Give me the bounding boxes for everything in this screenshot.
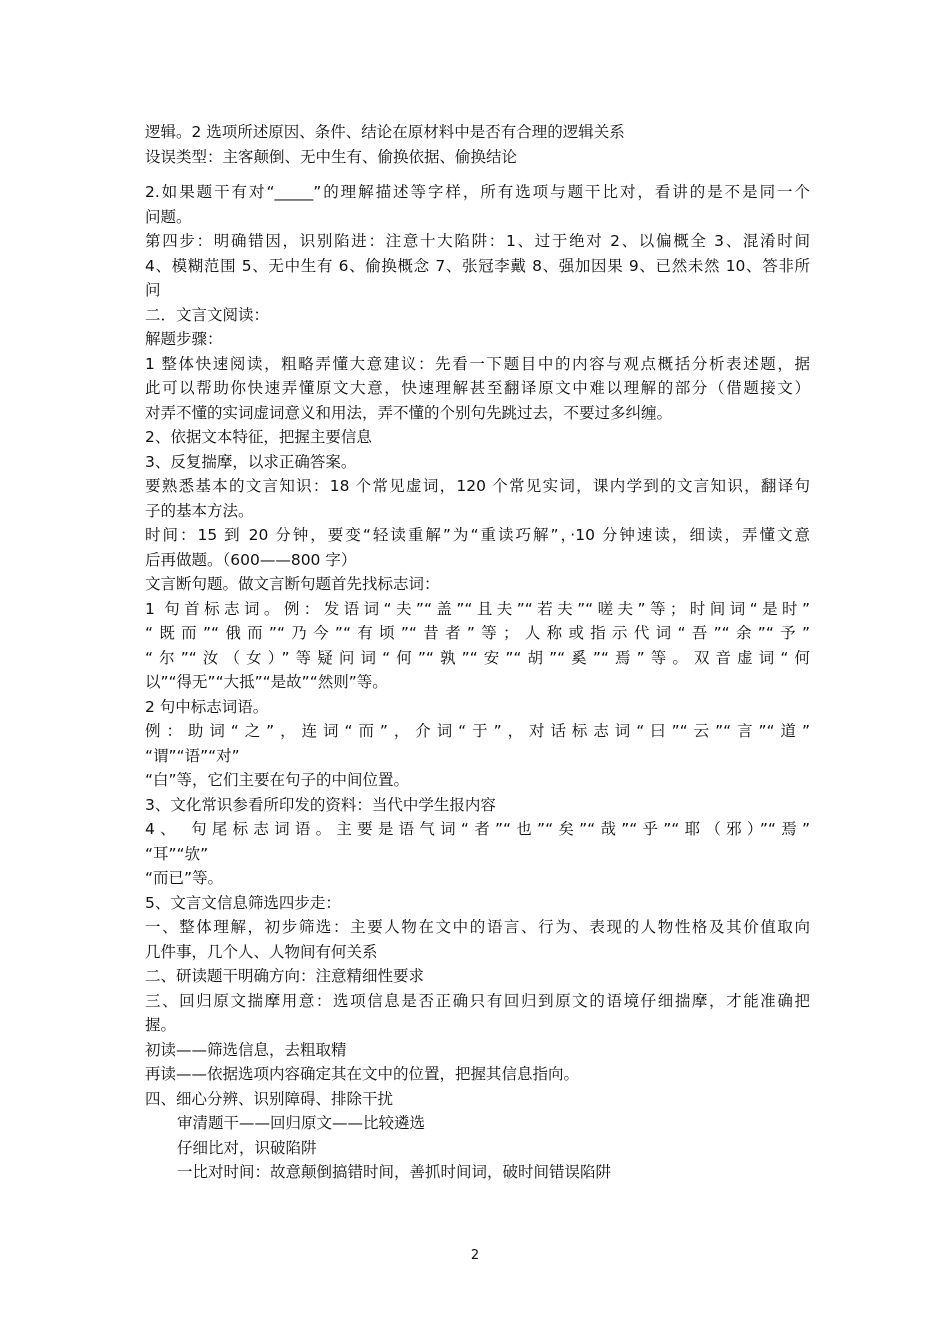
text-line: 4、 句尾标志词语。主要是语气词“者”“也”“矣”“哉”“乎”“耶（邪）”“焉” xyxy=(145,820,810,838)
text-line: 1 句首标志词。例：发语词“夫”“盖”“且夫”“若夫”“嗟夫”等；时间词“是时” xyxy=(145,599,810,618)
text-line: “白”等，它们主要在句子的中间位置。 xyxy=(145,771,410,789)
text-line: 问题。 xyxy=(145,207,192,226)
text-line: 文言断句题。做文言断句题首先找标志词： xyxy=(145,575,440,593)
text-line: “耳”“欤” xyxy=(145,844,209,863)
text-line: 4、模糊范围 5、无中生有 6、偷换概念 7、张冠李戴 8、强加因果 9、已然未然 10、答非所 xyxy=(145,256,810,275)
text-line: 逻辑。2 选项所述原因、条件、结论在原材料中是否有合理的逻辑关系 xyxy=(145,123,625,141)
text-line: 几件事，几个人、人物间有何关系 xyxy=(145,942,378,961)
blank-line xyxy=(145,169,810,180)
text-line: “谓”“语”“对” xyxy=(145,746,240,765)
text-line: 子的基本方法。 xyxy=(145,501,254,520)
text-line: 解题步骤： xyxy=(145,330,223,348)
text-line: 问 xyxy=(145,281,161,299)
text-line: 再读——依据选项内容确定其在文中的位置，把握其信息指向。 xyxy=(145,1065,580,1083)
text-line: 1 整体快速阅读，粗略弄懂大意建议：先看一下题目中的内容与观点概括分析表述题，据 xyxy=(145,354,810,373)
text-line: 此可以帮助你快速弄懂原文大意，快速理解甚至翻译原文中难以理解的部分（借题接文） xyxy=(145,379,810,397)
text-line: 后再做题。（600——800 字） xyxy=(145,550,357,569)
text-line: 握。 xyxy=(145,1016,177,1034)
text-line: 二、研读题干明确方向：注意精细性要求 xyxy=(145,967,425,985)
text-line: 5、文言文信息筛选四步走： xyxy=(145,893,341,912)
text-line: 例：助词“之”，连词“而”，介词“于”，对话标志词“曰”“云”“言”“道” xyxy=(145,722,810,740)
body-text xyxy=(145,120,810,1185)
text-line: 仔细比对，识破陷阱 xyxy=(177,1138,317,1157)
text-line: “尔”“汝（女）”等疑问词“何”“孰”“安”“胡”“奚”“焉”等。双音虚词“何 xyxy=(145,648,810,667)
text-line: 初读——筛选信息，去粗取精 xyxy=(145,1040,347,1059)
text-line: 2 句中标志词语。 xyxy=(145,697,269,716)
text-line: 三、回归原文揣摩用意：选项信息是否正确只有回归到原文的语境仔细揣摩，才能准确把 xyxy=(145,991,810,1010)
text-line: 时间：15 到 20 分钟，要变“轻读重解”为“重读巧解”，·10 分钟速读，细读，弄懂文意 xyxy=(145,526,810,544)
text-line: 以”“得无”“大抵”“是故”“然则”等。 xyxy=(145,673,388,691)
text-line: 一比对时间：故意颠倒搞错时间，善抓时间词，破时间错误陷阱 xyxy=(177,1163,612,1181)
page-number: 2 xyxy=(470,1248,480,1263)
text-line: 2、依据文本特征，把握主要信息 xyxy=(145,428,372,446)
text-line: 要熟悉基本的文言知识：18 个常见虚词，120 个常见实词，课内学到的文言知识，翻译句 xyxy=(145,477,810,495)
text-line: 3、反复揣摩，以求正确答案。 xyxy=(145,452,357,471)
text-line: 对弄不懂的实词虚词意义和用法，弄不懂的个别句先跳过去，不要过多纠缠。 xyxy=(145,403,673,422)
text-line: 设误类型：主客颠倒、无中生有、偷换依据、偷换结论 xyxy=(145,147,518,166)
text-line: 审清题干——回归原文——比较遴选 xyxy=(177,1114,426,1132)
text-line: “既而”“俄而”“乃今”“有顷”“昔者”等；人称或指示代词“吾”“余”“予” xyxy=(145,624,810,642)
text-line: 2.如果题干有对“_____”的理解描述等字样，所有选项与题干比对，看讲的是不是同一个 xyxy=(145,183,810,201)
text-line: 3、文化常识参看所印发的资料：当代中学生报内容 xyxy=(145,795,496,814)
text-line: 一、整体理解，初步筛选：主要人物在文中的语言、行为、表现的人物性格及其价值取向 xyxy=(145,918,810,936)
text-line: 第四步：明确错因，识别陷进：注意十大陷阱：1、过于绝对 2、以偏概全 3、混淆时间 xyxy=(145,232,810,250)
section-heading: 二．文言文阅读： xyxy=(145,305,270,324)
text-line: “而已”等。 xyxy=(145,869,224,887)
text-line: 四、细心分辨、识别障碍、排除干扰 xyxy=(145,1089,394,1108)
